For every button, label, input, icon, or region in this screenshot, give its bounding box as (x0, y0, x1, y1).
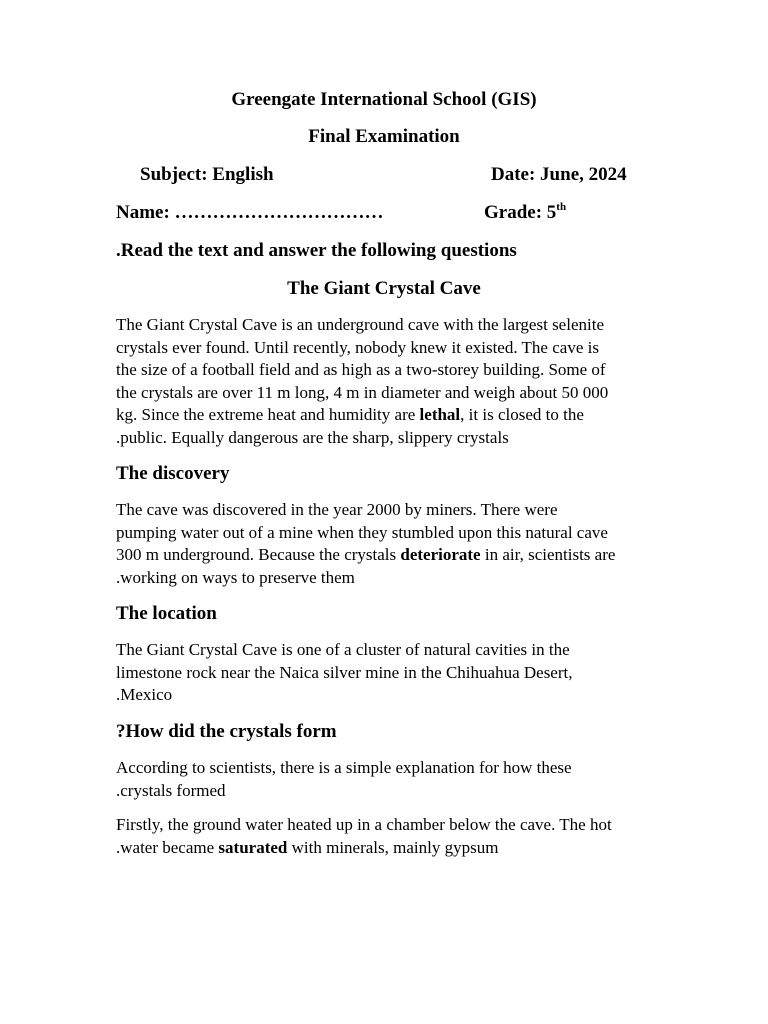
location-line-3: .Mexico (116, 685, 173, 704)
name-field-label: Name: …………………………… (116, 202, 384, 223)
formation-p2-line-2-start: .water became (116, 837, 219, 857)
formation-heading: ?How did the crystals form (116, 721, 337, 742)
formation-p1-line-2: .crystals formed (116, 780, 226, 800)
keyword-deteriorate: deteriorate (400, 545, 481, 564)
keyword-saturated: saturated (218, 837, 288, 857)
grade-suffix: th (556, 200, 567, 213)
discovery-line-2: pumping water out of a mine when they stumbled upon this natural cave (116, 522, 608, 542)
discovery-line-4: .working on ways to preserve them (116, 567, 355, 587)
school-name: Greengate International School (GIS) (231, 89, 537, 110)
intro-line-5-start: kg. Since the extreme heat and humidity are (116, 405, 420, 424)
intro-line-6: .public. Equally dangerous are the sharp, slippery crystals (116, 427, 509, 447)
intro-line-5-end: , it is closed to the (460, 405, 584, 424)
formation-p1-line-1: According to scientists, there is a simple explanation for how these (116, 758, 572, 777)
discovery-paragraph (116, 499, 656, 589)
location-line-2: limestone rock near the Naica silver mine in the Chihuahua Desert, (116, 662, 573, 682)
discovery-line-3-start: 300 m underground. Because the crystals (116, 545, 401, 564)
location-paragraph (116, 639, 656, 707)
formation-p2-line-2-end: with minerals, mainly gypsum (287, 837, 499, 857)
intro-line-4: the crystals are over 11 m long, 4 m in diameter and weigh about 50 000 (116, 382, 609, 402)
discovery-heading: The discovery (116, 463, 230, 484)
date-label: Date: June, 2024 (491, 164, 627, 185)
instruction: .Read the text and answer the following questions (116, 240, 517, 261)
keyword-lethal: lethal (419, 405, 461, 424)
discovery-line-3-end: in air, scientists are (480, 545, 616, 564)
location-line-1: The Giant Crystal Cave is one of a cluster of natural cavities in the (116, 640, 570, 659)
exam-title: Final Examination (308, 126, 460, 147)
formation-p2-line-2 (116, 837, 656, 860)
discovery-line-3 (116, 544, 656, 567)
subject-label: Subject: English (140, 164, 274, 185)
formation-p2-line-1: Firstly, the ground water heated up in a chamber below the cave. The hot (116, 815, 612, 834)
intro-line-2: crystals ever found. Until recently, nobody knew it existed. The cave is (116, 337, 599, 357)
passage-title: The Giant Crystal Cave (287, 278, 481, 299)
intro-line-1: The Giant Crystal Cave is an underground cave with the largest selenite (116, 315, 604, 334)
formation-paragraph-1 (116, 757, 656, 802)
intro-line-5 (116, 404, 656, 427)
formation-paragraph-2 (116, 814, 656, 859)
intro-paragraph (116, 314, 656, 449)
discovery-line-1: The cave was discovered in the year 2000 by miners. There were (116, 500, 558, 519)
grade-label (484, 201, 566, 225)
location-heading: The location (116, 603, 217, 624)
intro-line-3: the size of a football field and as high as a two-storey building. Some of (116, 360, 606, 379)
grade-value: Grade: 5 (484, 202, 557, 223)
